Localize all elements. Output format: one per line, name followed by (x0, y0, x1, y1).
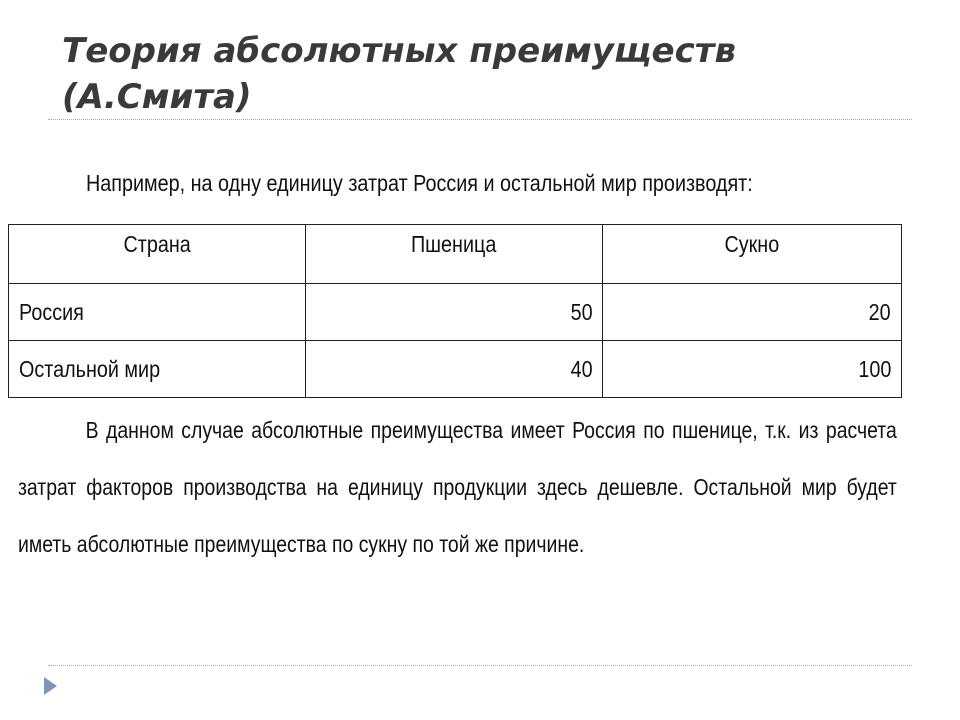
slide-title-line1: Теория абсолютных преимуществ (62, 31, 736, 71)
slide-title-line2: (А.Смита) (62, 77, 252, 117)
bottom-divider (48, 665, 912, 666)
table-row (9, 341, 902, 398)
triangle-right-icon[interactable] (44, 677, 57, 695)
intro-text: Например, на одну единицу затрат Россия и остальной мир производят: (86, 170, 753, 196)
header-country: Страна (9, 225, 306, 284)
slide-title (62, 28, 922, 120)
cell-cloth: 20 (603, 284, 902, 341)
cell-country: Россия (9, 284, 306, 341)
header-wheat: Пшеница (305, 225, 603, 284)
table-header-row (9, 225, 902, 284)
top-divider (48, 119, 912, 120)
cell-wheat: 40 (305, 341, 603, 398)
cell-cloth: 100 (603, 341, 902, 398)
explanation-paragraph: В данном случае абсолютные преимущества имеет Россия по пшенице, т.к. из расчета затрат факторов производства на единицу продукции здесь дешевле. Остальной мир будет иметь абсолютные преимущества по сукну по той же причине. (18, 417, 897, 557)
production-table (8, 224, 902, 398)
header-cloth: Сукно (603, 225, 902, 284)
cell-country: Остальной мир (9, 341, 306, 398)
cell-wheat: 50 (305, 284, 603, 341)
table-row (9, 284, 902, 341)
